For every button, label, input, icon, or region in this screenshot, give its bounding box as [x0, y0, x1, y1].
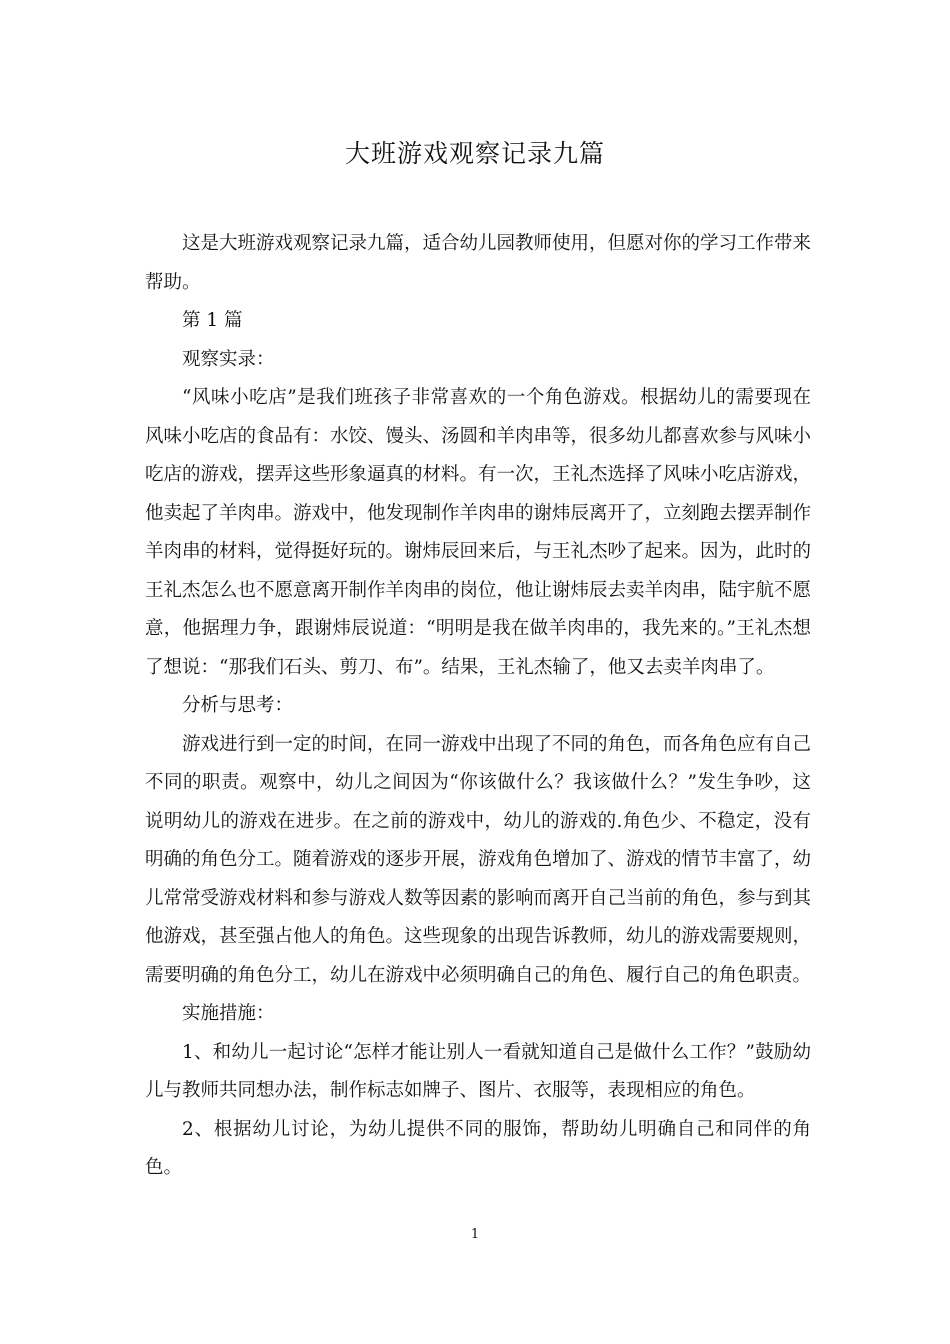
intro-paragraph: 这是大班游戏观察记录九篇，适合幼儿园教师使用，但愿对你的学习工作带来帮助。	[145, 233, 812, 293]
subheading-measures: 实施措施：	[182, 1003, 275, 1024]
subheading-analysis: 分析与思考：	[182, 695, 294, 716]
measure-item-1: 1、和幼儿一起讨论“怎样才能让别人一看就知道自己是做什么工作？”鼓励幼儿与教师共同想办法，制作标志如牌子、图片、衣服等，表现相应的角色。	[145, 1041, 811, 1101]
document-title: 大班游戏观察记录九篇	[344, 139, 605, 168]
subheading-observation: 观察实录：	[182, 348, 275, 370]
document-body	[145, 225, 811, 1188]
section-heading-part-1: 第 1 篇	[182, 310, 243, 331]
measure-item-2: 2、根据幼儿讨论，为幼儿提供不同的服饰，帮助幼儿明确自己和同伴的角色。	[145, 1118, 811, 1178]
analysis-paragraph: 游戏进行到一定的时间，在同一游戏中出现了不同的角色，而各角色应有自己不同的职责。观察中，幼儿之间因为“你该做什么？我该做什么？”发生争吵，这说明幼儿的游戏在进步。在之前的游戏中，幼儿的游戏的.角色少、不稳定，没有明确的角色分工。随着游戏的逐步开展，游戏角色增加了、游戏的情节丰富了，幼儿常常受游戏材料和参与游戏人数等因素的影响而离开自己当前的角色，参与到其他游戏，甚至强占他人的角色。这些现象的出现告诉教师，幼儿的游戏需要规则，需要明确的角色分工，幼儿在游戏中必须明确自己的角色、履行自己的角色职责。	[145, 733, 812, 986]
observation-paragraph: “风味小吃店”是我们班孩子非常喜欢的一个角色游戏。根据幼儿的需要现在风味小吃店的食品有：水饺、馒头、汤圆和羊肉串等，很多幼儿都喜欢参与风味小吃店的游戏，摆弄这些形象逼真的材料。有一次，王礼杰选择了风味小吃店游戏，他卖起了羊肉串。游戏中，他发现制作羊肉串的谢炜辰离开了，立刻跑去摆弄制作羊肉串的材料，觉得挺好玩的。谢炜辰回来后，与王礼杰吵了起来。因为，此时的王礼杰怎么也不愿意离开制作羊肉串的岗位，他让谢炜辰去卖羊肉串，陆宇航不愿意，他据理力争，跟谢炜辰说道：“明明是我在做羊肉串的，我先来的。”王礼杰想了想说：“那我们石头、剪刀、布”。结果，王礼杰输了，他又去卖羊肉串了。	[145, 387, 812, 678]
page-number: 1	[470, 1227, 480, 1242]
